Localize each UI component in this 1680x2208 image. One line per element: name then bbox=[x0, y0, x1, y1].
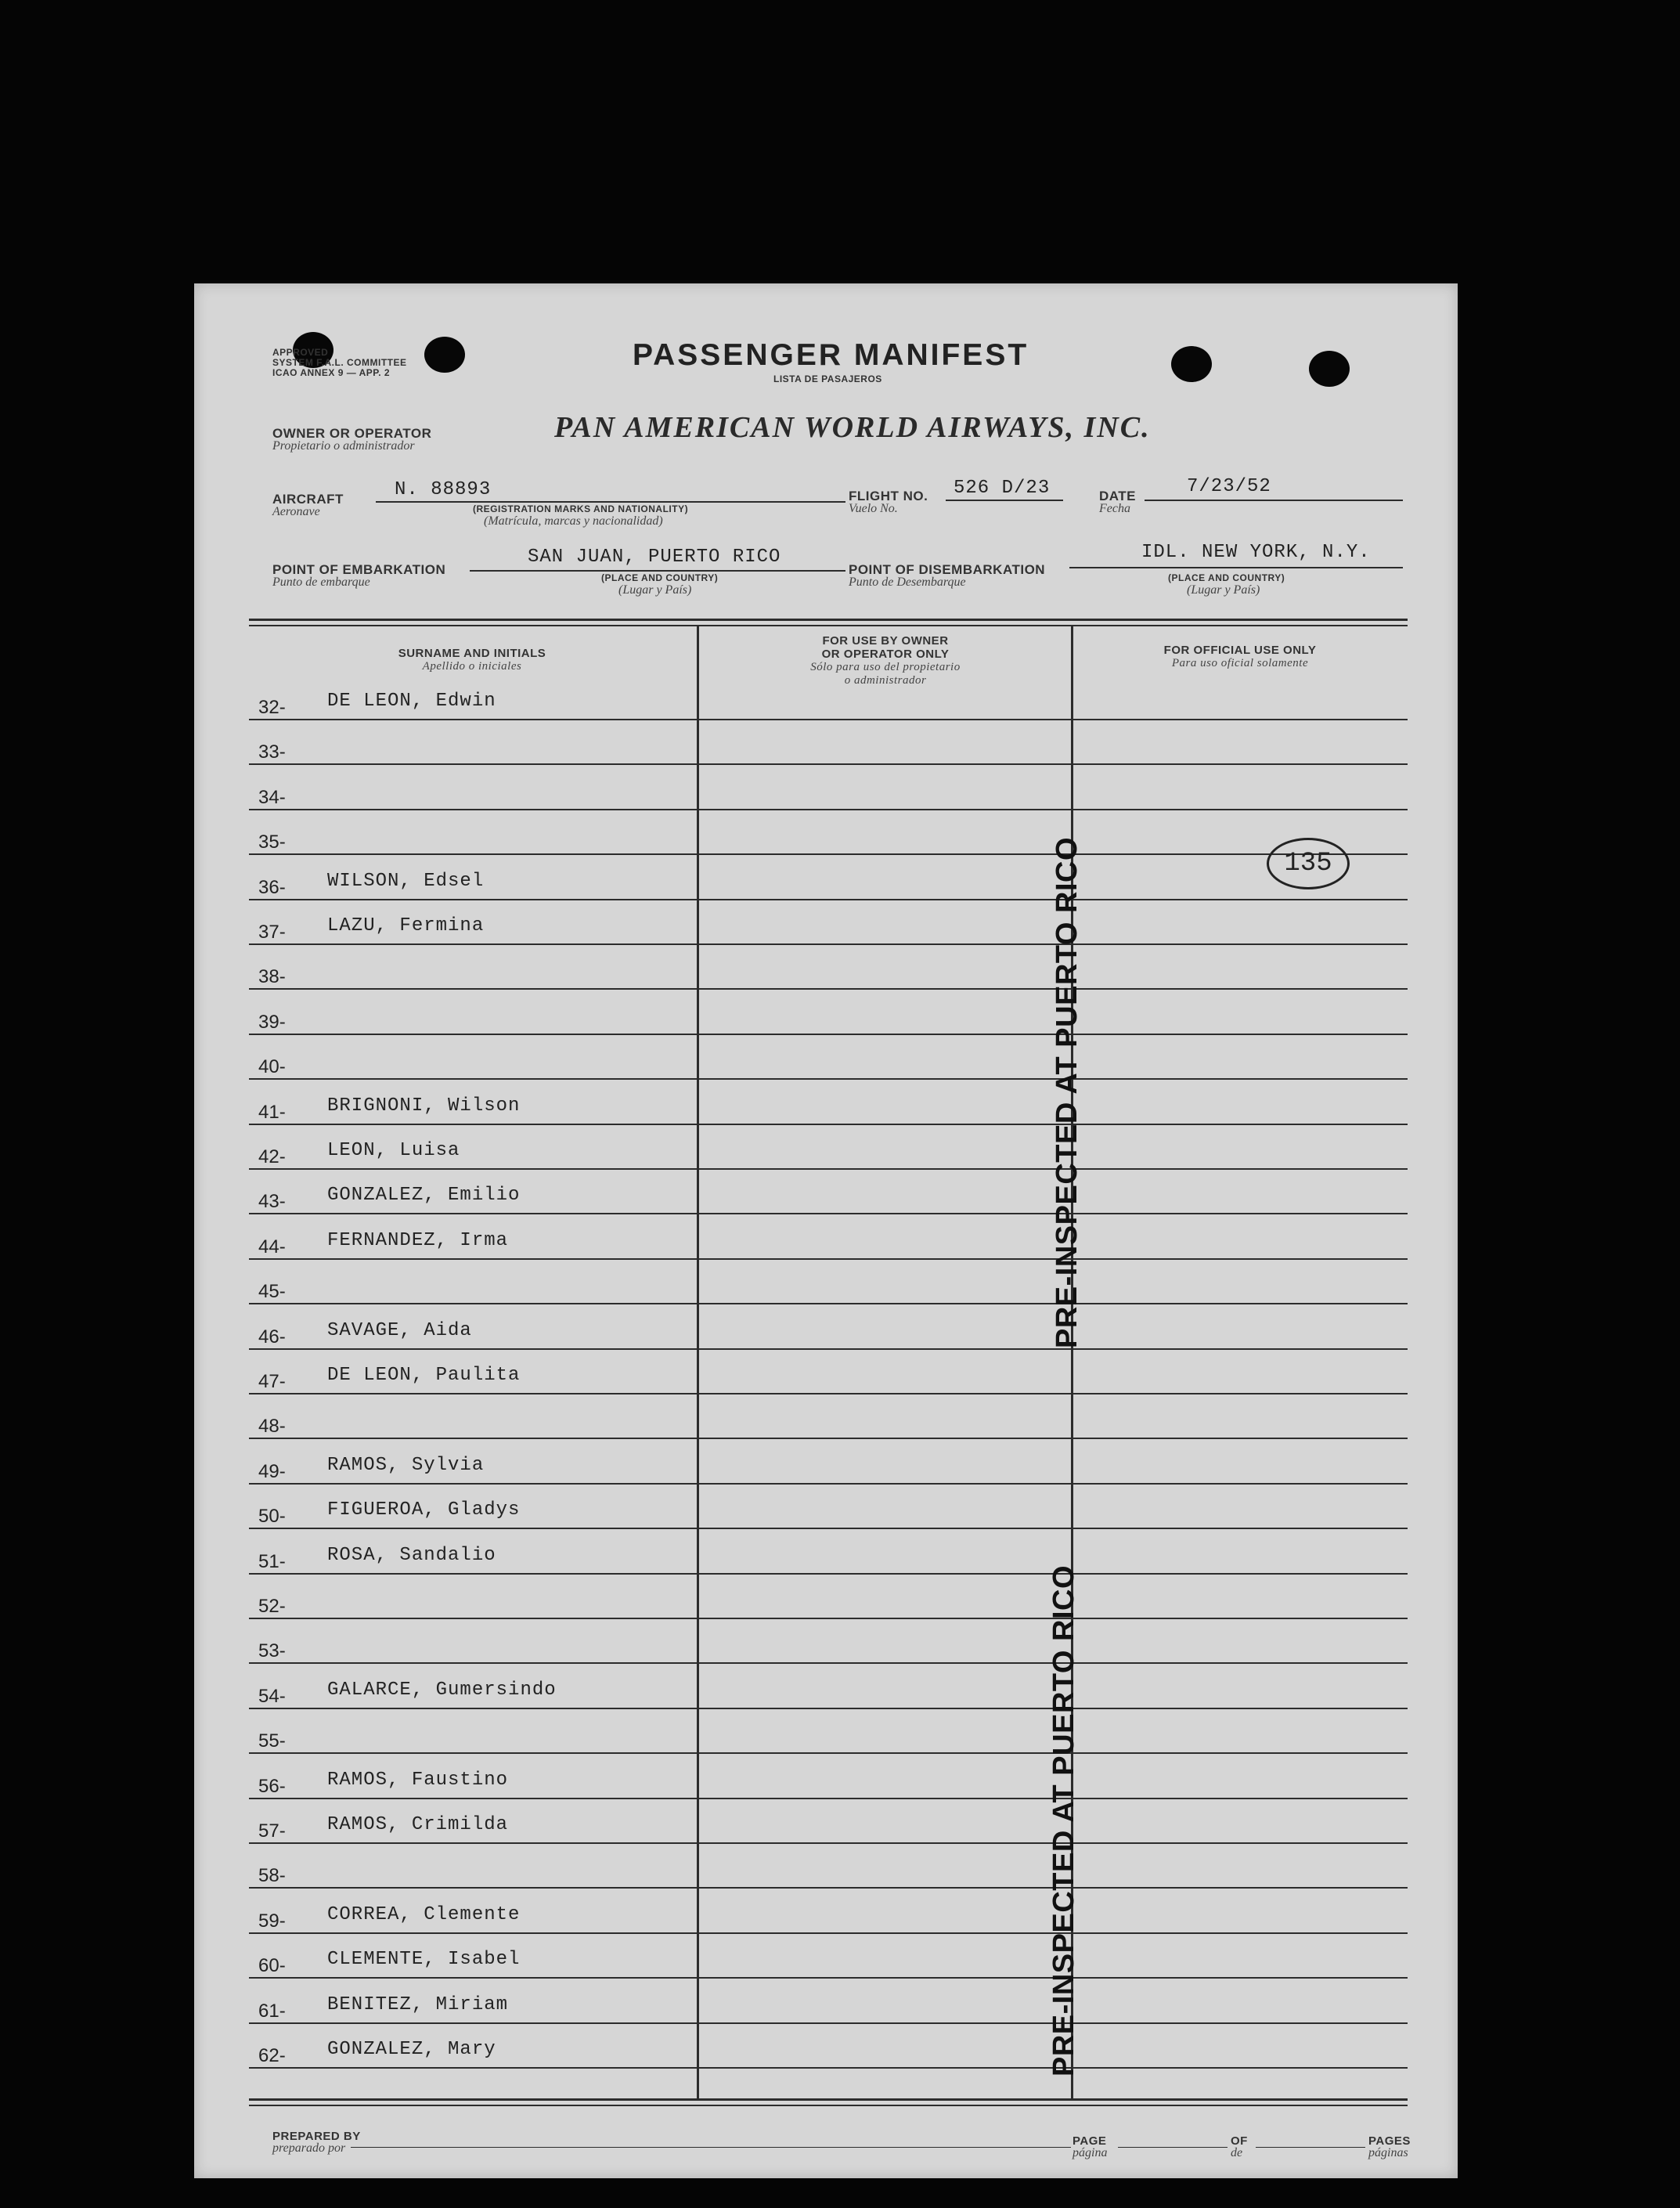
row-number: 41- bbox=[258, 1102, 286, 1123]
embarkation-label-es: Punto de embarque bbox=[272, 575, 370, 589]
passenger-name: GONZALEZ, Emilio bbox=[327, 1185, 521, 1206]
row-rule bbox=[249, 1483, 1408, 1485]
disembarkation-label-es: Punto de Desembarque bbox=[849, 575, 966, 589]
row-number: 61- bbox=[258, 2001, 286, 2022]
flight-label: FLIGHT NO. bbox=[849, 489, 928, 503]
circled-page-number: 135 bbox=[1267, 838, 1350, 889]
disembarkation-note-es: (Lugar y País) bbox=[1187, 583, 1260, 597]
row-rule bbox=[249, 1348, 1408, 1350]
owner-use-column-header bbox=[700, 634, 1071, 687]
pages-label: PAGES bbox=[1368, 2134, 1411, 2148]
row-rule bbox=[249, 1842, 1408, 1844]
embarkation-note-es: (Lugar y País) bbox=[618, 583, 692, 597]
row-number: 51- bbox=[258, 1551, 286, 1572]
row-rule bbox=[249, 1034, 1408, 1035]
row-rule bbox=[249, 1977, 1408, 1979]
row-number: 55- bbox=[258, 1730, 286, 1752]
owner-use-header-es: Sólo para uso del propietario bbox=[810, 661, 961, 673]
owner-value: PAN AMERICAN WORLD AIRWAYS, INC. bbox=[554, 411, 1151, 444]
of-label: OF bbox=[1231, 2134, 1248, 2148]
row-rule bbox=[249, 1618, 1408, 1619]
passenger-name: FERNANDEZ, Irma bbox=[327, 1230, 509, 1251]
row-rule bbox=[249, 943, 1408, 945]
owner-label-es: Propietario o administrador bbox=[272, 439, 415, 453]
row-number: 50- bbox=[258, 1506, 286, 1527]
owner-use-header-es: o administrador bbox=[844, 674, 927, 687]
row-rule bbox=[249, 2022, 1408, 2024]
row-number: 59- bbox=[258, 1910, 286, 1932]
passenger-name: ROSA, Sandalio bbox=[327, 1545, 496, 1566]
row-rule bbox=[249, 809, 1408, 810]
of-label-es: de bbox=[1231, 2146, 1243, 2159]
passenger-name: BENITEZ, Miriam bbox=[327, 1994, 509, 2015]
row-rule bbox=[249, 763, 1408, 765]
row-number: 35- bbox=[258, 832, 286, 853]
page-label-es: página bbox=[1073, 2146, 1108, 2159]
row-rule bbox=[249, 988, 1408, 990]
surname-header-label-es: Apellido o iniciales bbox=[422, 660, 522, 673]
page-label: PAGE bbox=[1073, 2134, 1107, 2148]
page-title: PASSENGER MANIFEST bbox=[633, 338, 1029, 372]
passenger-name: FIGUEROA, Gladys bbox=[327, 1499, 521, 1521]
disembarkation-value: IDL. NEW YORK, N.Y. bbox=[1141, 542, 1371, 563]
passenger-name: RAMOS, Crimilda bbox=[327, 1814, 509, 1835]
pre-inspected-stamp: PRE-INSPECTED AT PUERTO RICO bbox=[1051, 836, 1083, 1348]
passenger-name: WILSON, Edsel bbox=[327, 871, 485, 892]
passenger-name: CORREA, Clemente bbox=[327, 1904, 521, 1925]
embarkation-label: POINT OF EMBARKATION bbox=[272, 562, 446, 577]
flight-value: 526 D/23 bbox=[954, 478, 1051, 499]
row-number: 47- bbox=[258, 1371, 286, 1392]
punch-hole bbox=[424, 337, 465, 373]
row-rule bbox=[249, 1078, 1408, 1080]
owner-label: OWNER OR OPERATOR bbox=[272, 426, 432, 441]
row-number: 49- bbox=[258, 1461, 286, 1482]
official-use-column-header bbox=[1076, 644, 1404, 670]
embarkation-note: (PLACE AND COUNTRY) bbox=[601, 572, 719, 583]
row-number: 53- bbox=[258, 1640, 286, 1661]
row-rule bbox=[249, 899, 1408, 900]
row-number: 39- bbox=[258, 1012, 286, 1033]
row-number: 43- bbox=[258, 1191, 286, 1212]
row-number: 36- bbox=[258, 877, 286, 898]
row-number: 40- bbox=[258, 1056, 286, 1077]
row-rule bbox=[249, 1932, 1408, 1934]
aircraft-label-es: Aeronave bbox=[272, 505, 320, 518]
row-number: 38- bbox=[258, 966, 286, 987]
row-number: 56- bbox=[258, 1776, 286, 1797]
disembarkation-note: (PLACE AND COUNTRY) bbox=[1168, 572, 1285, 583]
row-number: 37- bbox=[258, 922, 286, 943]
passenger-name: GONZALEZ, Mary bbox=[327, 2039, 496, 2060]
aircraft-label: AIRCRAFT bbox=[272, 492, 344, 507]
manifest-page bbox=[194, 283, 1458, 2178]
row-rule bbox=[249, 1393, 1408, 1394]
row-number: 42- bbox=[258, 1146, 286, 1167]
embarkation-value: SAN JUAN, PUERTO RICO bbox=[528, 547, 781, 568]
row-number: 57- bbox=[258, 1820, 286, 1842]
row-rule bbox=[249, 1438, 1408, 1439]
passenger-name: BRIGNONI, Wilson bbox=[327, 1095, 521, 1117]
row-rule bbox=[249, 1258, 1408, 1260]
row-rule bbox=[249, 1887, 1408, 1889]
row-number: 62- bbox=[258, 2045, 286, 2066]
row-rule bbox=[249, 719, 1408, 720]
approval-line: SYSTEM F.A.L. COMMITTEE bbox=[272, 357, 407, 368]
passenger-name: CLEMENTE, Isabel bbox=[327, 1949, 521, 1970]
row-number: 58- bbox=[258, 1865, 286, 1886]
approval-line: ICAO ANNEX 9 — APP. 2 bbox=[272, 367, 391, 378]
page-subtitle: LISTA DE PASAJEROS bbox=[773, 373, 882, 384]
aircraft-note: (REGISTRATION MARKS AND NATIONALITY) bbox=[473, 503, 689, 514]
passenger-name: DE LEON, Edwin bbox=[327, 691, 496, 712]
row-number: 46- bbox=[258, 1326, 286, 1348]
surname-header-label: SURNAME AND INITIALS bbox=[398, 647, 546, 660]
row-number: 48- bbox=[258, 1416, 286, 1437]
row-number: 52- bbox=[258, 1596, 286, 1617]
row-number: 32- bbox=[258, 697, 286, 718]
row-rule bbox=[249, 1573, 1408, 1575]
passenger-name: DE LEON, Paulita bbox=[327, 1365, 521, 1386]
date-label: DATE bbox=[1099, 489, 1137, 503]
date-label-es: Fecha bbox=[1099, 502, 1130, 515]
row-number: 34- bbox=[258, 787, 286, 808]
official-header-label-es: Para uso oficial solamente bbox=[1171, 657, 1309, 669]
passenger-name: LEON, Luisa bbox=[327, 1140, 460, 1161]
owner-use-header-line: FOR USE BY OWNER bbox=[822, 634, 949, 648]
approval-block bbox=[272, 348, 407, 378]
prepared-by-label-es: preparado por bbox=[272, 2141, 346, 2155]
aircraft-note-es: (Matrícula, marcas y nacionalidad) bbox=[484, 514, 663, 528]
passenger-name: SAVAGE, Aida bbox=[327, 1320, 472, 1341]
pages-label-es: páginas bbox=[1368, 2146, 1408, 2159]
passenger-name: RAMOS, Faustino bbox=[327, 1770, 509, 1791]
row-rule bbox=[249, 1124, 1408, 1125]
prepared-by-label: PREPARED BY bbox=[272, 2130, 361, 2143]
row-rule bbox=[249, 1528, 1408, 1529]
owner-use-header-line: OR OPERATOR ONLY bbox=[821, 648, 950, 661]
passenger-name: LAZU, Fermina bbox=[327, 915, 485, 936]
official-header-label: FOR OFFICIAL USE ONLY bbox=[1163, 644, 1317, 657]
row-number: 33- bbox=[258, 741, 286, 763]
pre-inspected-stamp: PRE-INSPECTED AT PUERTO RICO bbox=[1047, 1564, 1080, 2076]
date-value: 7/23/52 bbox=[1187, 476, 1271, 497]
row-rule bbox=[249, 1303, 1408, 1304]
aircraft-value: N. 88893 bbox=[395, 479, 492, 500]
row-number: 44- bbox=[258, 1236, 286, 1257]
flight-label-es: Vuelo No. bbox=[849, 502, 898, 515]
row-number: 60- bbox=[258, 1955, 286, 1976]
row-rule bbox=[249, 2067, 1408, 2069]
approval-line: APPROVED bbox=[272, 347, 329, 358]
passenger-name: GALARCE, Gumersindo bbox=[327, 1679, 557, 1701]
row-rule bbox=[249, 1798, 1408, 1799]
disembarkation-label: POINT OF DISEMBARKATION bbox=[849, 562, 1046, 577]
row-rule bbox=[249, 1213, 1408, 1214]
row-rule bbox=[249, 1662, 1408, 1664]
row-number: 45- bbox=[258, 1281, 286, 1302]
row-rule bbox=[249, 1168, 1408, 1170]
row-rule bbox=[249, 1708, 1408, 1709]
punch-hole bbox=[1171, 346, 1212, 382]
passenger-name: RAMOS, Sylvia bbox=[327, 1455, 485, 1476]
row-number: 54- bbox=[258, 1686, 286, 1707]
row-rule bbox=[249, 853, 1408, 855]
row-rule bbox=[249, 1752, 1408, 1754]
surname-column-header bbox=[249, 647, 695, 673]
punch-hole bbox=[1309, 351, 1350, 387]
